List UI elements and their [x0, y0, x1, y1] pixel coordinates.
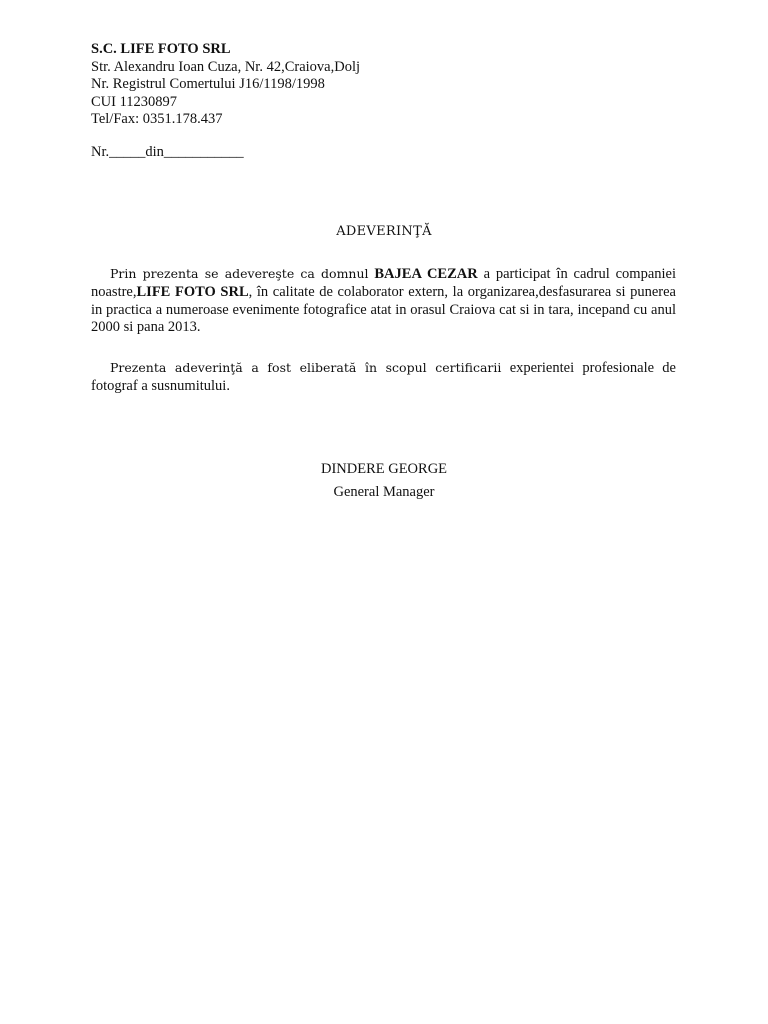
signatory-name: DINDERE GEORGE — [320, 461, 448, 477]
paragraph-1-part1: a participat în cadrul companiei noastre, — [91, 266, 677, 300]
paragraph-1-lead: Prin prezenta se adevereşte ca domnul — [110, 266, 369, 281]
paragraph-1-part2: , în calitate de colaborator extern, la organizarea,desfasurarea si punerea in practica a numeroase evenimente fotografice atat in orasul Craiova cat si in tara, incepand cu anul 2000 si pana 2013. — [91, 283, 676, 336]
company-registry: Nr. Registrul Comertului J16/1198/1998 — [91, 76, 325, 92]
paragraph-2-lead: Prezenta adeverinţă a fost eliberată în scopul certificarii — [110, 360, 502, 375]
company-cui: CUI 11230897 — [91, 93, 178, 110]
company-phone: Tel/Fax: 0351.178.437 — [91, 111, 223, 127]
company-name: S.C. LIFE FOTO SRL — [91, 41, 231, 57]
paragraph-1 — [91, 265, 676, 337]
company-address: Str. Alexandru Ioan Cuza, Nr. 42,Craiova,Dolj — [91, 58, 361, 75]
signatory-role: General Manager — [333, 484, 435, 500]
company-header — [91, 41, 360, 129]
reference-number: Nr._____din___________ — [91, 144, 244, 160]
document-title: ADEVERINŢĂ — [336, 224, 432, 239]
paragraph-2 — [91, 359, 676, 396]
company-name-inline: LIFE FOTO SRL — [136, 283, 249, 300]
person-name: BAJEA CEZAR — [374, 266, 478, 282]
paragraph-2-rest: experientei profesionale de fotograf a susnumitului. — [91, 360, 676, 394]
